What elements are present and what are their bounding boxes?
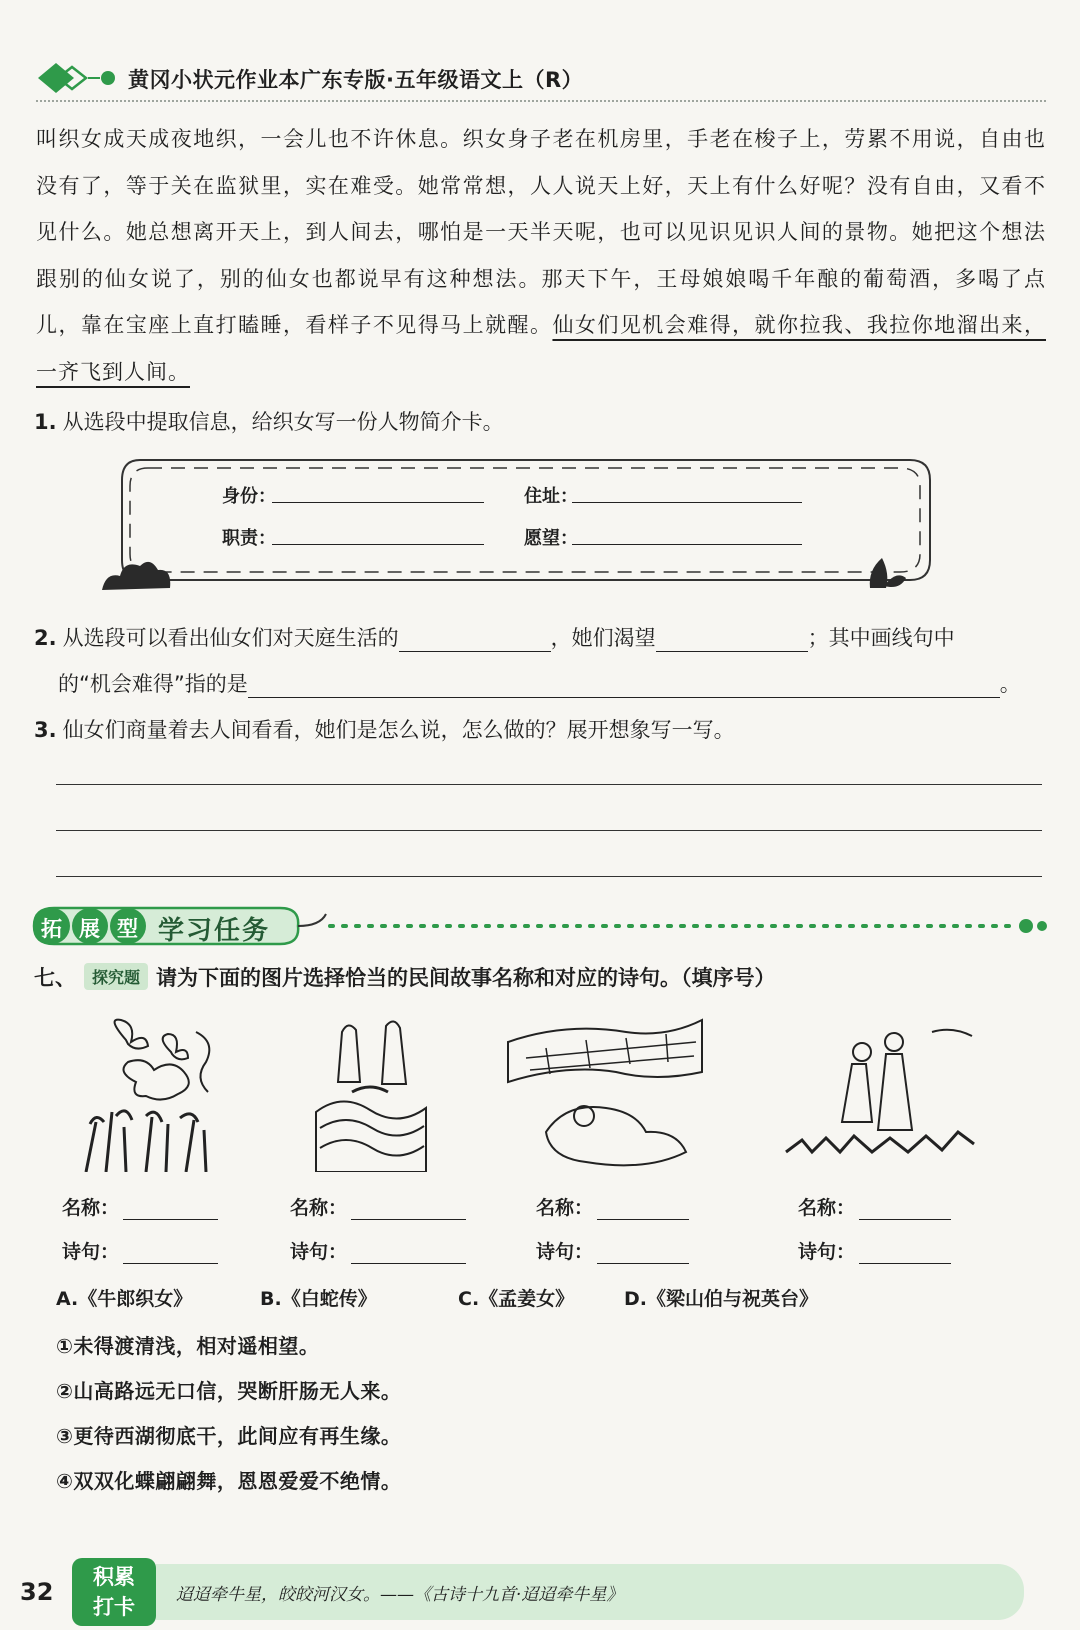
- page-title: 黄冈小状元作业本广东专版·五年级语文上（R）: [128, 68, 584, 92]
- address-label: 住址：: [524, 486, 578, 507]
- poem-label: 诗句：: [536, 1241, 594, 1263]
- badge-line-2: 打卡: [93, 1595, 135, 1619]
- option-d: D.《梁山伯与祝英台》: [624, 1288, 818, 1310]
- question-text-end: 。: [999, 672, 1021, 696]
- daily-checkin-badge: [72, 1558, 156, 1626]
- question-text-part2: ，她们渴望: [550, 626, 656, 650]
- diamond-logo-icon: [36, 60, 122, 96]
- name-blank[interactable]: [123, 1197, 218, 1220]
- picture-3-answers: [536, 1176, 689, 1264]
- name-blank[interactable]: [351, 1197, 466, 1220]
- underlined-sentence: 仙女们见机会难得，就你拉我、我拉你地溜出来，一齐飞到人间。: [36, 313, 1046, 384]
- duty-blank[interactable]: [272, 542, 484, 545]
- section-7-heading: [34, 962, 776, 992]
- poem-label: 诗句：: [290, 1241, 348, 1263]
- poem-3: ③更待西湖彻底干，此间应有再生缘。: [56, 1424, 402, 1448]
- wish-blank[interactable]: [572, 542, 802, 545]
- section-instruction: 请为下面的图片选择恰当的民间故事名称和对应的诗句。（填序号）: [156, 966, 776, 990]
- option-a: A.《牛郎织女》: [56, 1288, 193, 1310]
- name-label: 名称：: [536, 1197, 594, 1219]
- poem-label: 诗句：: [62, 1241, 120, 1263]
- picture-1-answers: [62, 1176, 218, 1264]
- identity-blank[interactable]: [272, 500, 484, 503]
- banner-char-1: 拓: [41, 917, 62, 941]
- question-text-part3: ；其中画线句中: [807, 626, 955, 650]
- identity-label: 身份：: [222, 486, 276, 507]
- meng-jiangnu-picture: [506, 1012, 704, 1174]
- picture-2-answers: [290, 1176, 466, 1264]
- cowherd-weaver-picture: [782, 1012, 978, 1160]
- question-text: 仙女们商量着去人间看看，她们是怎么说，怎么做的？展开想象写一写。: [62, 718, 735, 742]
- poem-blank[interactable]: [597, 1241, 689, 1264]
- question-number: 2.: [34, 626, 57, 650]
- question-1: [34, 406, 504, 436]
- poem-blank[interactable]: [859, 1241, 951, 1264]
- poem-1: ①未得渡清浅，相对遥相望。: [56, 1334, 320, 1358]
- banner-char-2: 展: [79, 917, 100, 941]
- footer-quote: 迢迢牵牛星，皎皎河汉女。——《古诗十九首·迢迢牵牛星》: [176, 1585, 624, 1605]
- question-2-continued: [58, 668, 1021, 698]
- question-text: 从选段中提取信息，给织女写一份人物简介卡。: [62, 410, 504, 434]
- name-blank[interactable]: [859, 1197, 951, 1220]
- wish-label: 愿望：: [524, 528, 578, 549]
- option-c: C.《孟姜女》: [458, 1288, 575, 1310]
- duty-label: 职责：: [222, 528, 276, 549]
- story-options: [56, 1284, 818, 1311]
- butterfly-lovers-picture: [76, 1012, 226, 1172]
- question-number: 3.: [34, 718, 57, 742]
- page-footer: [0, 1550, 1080, 1630]
- meaning-blank[interactable]: [248, 673, 1000, 698]
- desire-blank[interactable]: [656, 627, 808, 652]
- poem-label: 诗句：: [798, 1241, 856, 1263]
- page-header: [36, 60, 1046, 102]
- white-snake-picture: [312, 1012, 430, 1172]
- passage-text: 叫织女成天成夜地织，一会儿也不许休息。织女身子老在机房里，手老在梭子上，劳累不用说，自由也没有了，等于关在监狱里，实在难受。她常常想，人人说天上好，天上有什么好呢？没有自由，又看不见什么。她总想离开天上，到人间去，哪怕是一天半天呢，也可以见识见识人间的景物。她把这个想法跟别的仙女说了，别的仙女也都说早有这种想法。那天下午，王母娘娘喝千年酿的葡萄酒，多喝了点儿，靠在宝座上直打瞌睡，看样子不见得马上就醒。: [36, 127, 1046, 337]
- poem-blank[interactable]: [351, 1241, 466, 1264]
- section-number: 七、: [34, 966, 76, 990]
- address-blank[interactable]: [572, 500, 802, 503]
- answer-line-2[interactable]: [56, 830, 1042, 831]
- question-3: [34, 714, 735, 744]
- badge-line-1: 积累: [93, 1565, 135, 1589]
- poem-4: ④双双化蝶翩翩舞，恩恩爱爱不绝情。: [56, 1469, 402, 1493]
- question-number: 1.: [34, 410, 57, 434]
- poem-2: ②山高路远无口信，哭断肝肠无人来。: [56, 1379, 402, 1403]
- profile-card: [100, 450, 940, 600]
- banner-title: 学习任务: [158, 916, 271, 946]
- header-divider: [36, 100, 1046, 102]
- banner-char-3: 型: [117, 917, 138, 941]
- page-number: 32: [20, 1578, 54, 1606]
- section-banner: [30, 904, 1050, 948]
- name-label: 名称：: [290, 1197, 348, 1219]
- answer-line-1[interactable]: [56, 784, 1042, 785]
- inquiry-tag: 探究题: [84, 963, 148, 990]
- picture-4-answers: [798, 1176, 951, 1264]
- poem-blank[interactable]: [123, 1241, 218, 1264]
- attitude-blank[interactable]: [399, 627, 551, 652]
- reading-passage: [36, 116, 1046, 395]
- option-b: B.《白蛇传》: [260, 1288, 377, 1310]
- question-2: [34, 622, 955, 652]
- name-label: 名称：: [62, 1197, 120, 1219]
- name-label: 名称：: [798, 1197, 856, 1219]
- answer-line-3[interactable]: [56, 876, 1042, 877]
- question-text-part4: 的“机会难得”指的是: [58, 672, 248, 696]
- question-text-part1: 从选段可以看出仙女们对天庭生活的: [62, 626, 399, 650]
- name-blank[interactable]: [597, 1197, 689, 1220]
